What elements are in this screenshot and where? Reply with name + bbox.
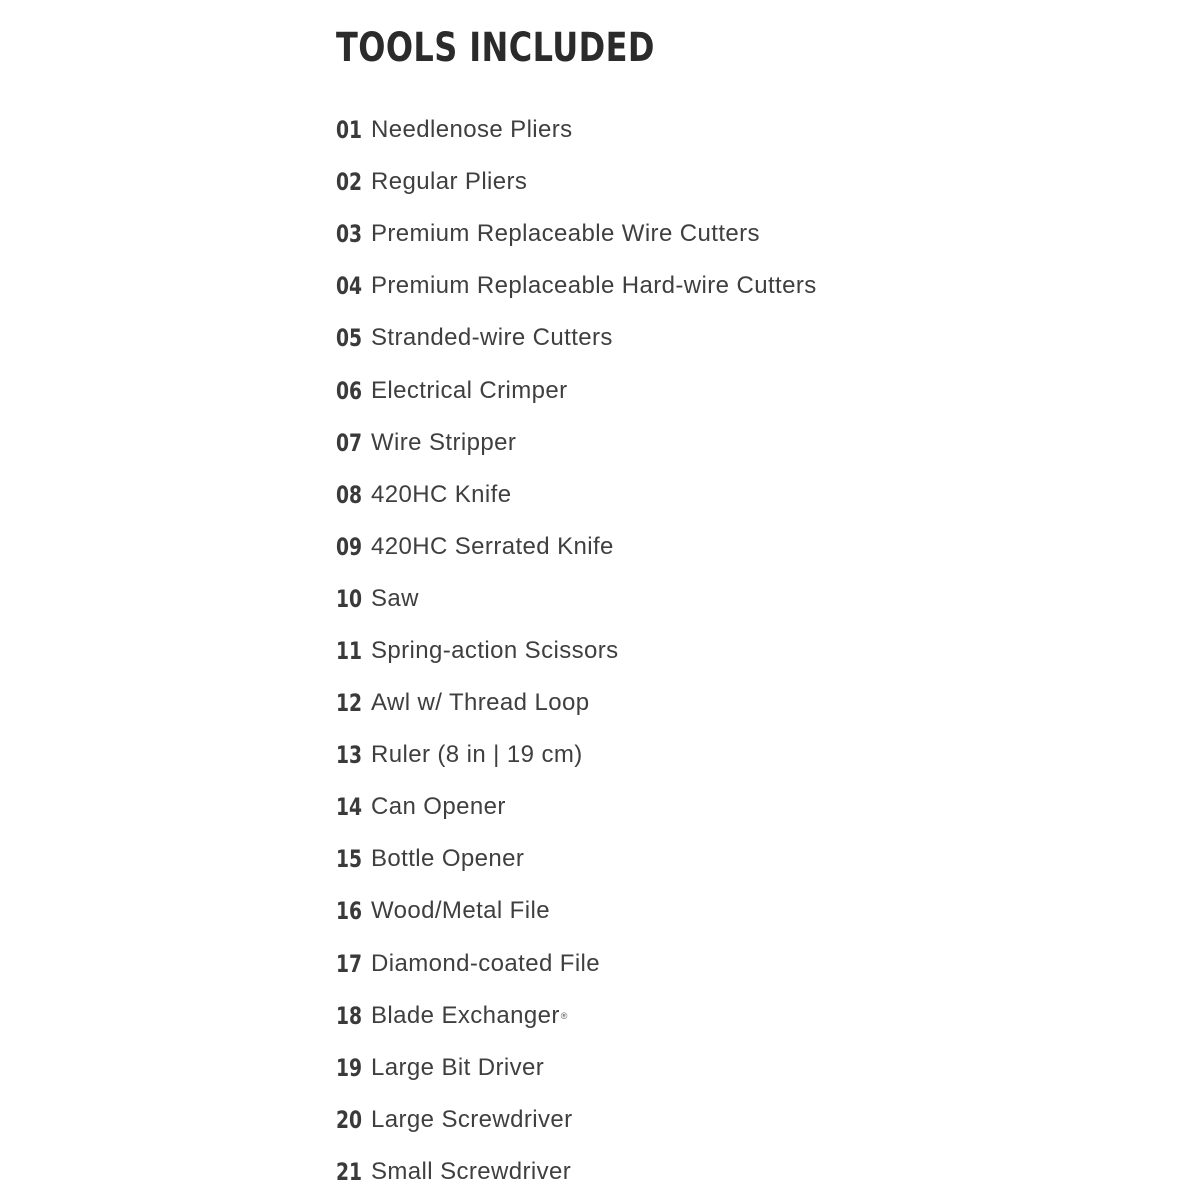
tool-name: Small Screwdriver xyxy=(371,1157,572,1185)
tool-number: 08 xyxy=(336,480,363,509)
tools-panel xyxy=(336,22,1156,1186)
list-item xyxy=(336,208,817,260)
tool-name: 420HC Knife xyxy=(371,480,512,508)
tool-number: 20 xyxy=(336,1105,363,1134)
tool-number: 02 xyxy=(336,168,363,197)
tool-number: 12 xyxy=(336,689,363,718)
tool-name: Wood/Metal File xyxy=(371,897,550,925)
tool-number: 21 xyxy=(336,1157,363,1186)
tool-name: Needlenose Pliers xyxy=(371,116,573,144)
list-item xyxy=(336,260,817,312)
tool-name: Regular Pliers xyxy=(371,168,528,196)
tool-number: 04 xyxy=(336,272,363,301)
list-item xyxy=(336,990,817,1042)
list-item xyxy=(336,781,817,833)
tool-name: Ruler (8 in | 19 cm) xyxy=(371,741,583,769)
list-item xyxy=(336,417,817,469)
list-item xyxy=(336,885,817,937)
list-item xyxy=(336,677,817,729)
tool-number: 01 xyxy=(336,116,363,145)
tool-number: 14 xyxy=(336,793,363,822)
list-item xyxy=(336,1146,817,1198)
tool-number: 18 xyxy=(336,1001,363,1030)
list-item xyxy=(336,1042,817,1094)
list-item xyxy=(336,364,817,416)
tool-name: Awl w/ Thread Loop xyxy=(371,689,590,717)
registered-mark: ® xyxy=(560,1010,568,1021)
tool-number: 13 xyxy=(336,741,363,770)
list-item xyxy=(336,625,817,677)
tool-name: Large Screwdriver xyxy=(371,1105,573,1133)
tool-number: 06 xyxy=(336,376,363,405)
tools-list xyxy=(336,104,817,1198)
list-item xyxy=(336,521,817,573)
tool-number: 16 xyxy=(336,897,363,926)
tool-number: 15 xyxy=(336,845,363,874)
list-item xyxy=(336,312,817,364)
tool-name: Spring-action Scissors xyxy=(371,636,619,664)
tool-number: 09 xyxy=(336,532,363,561)
tool-name: Can Opener xyxy=(371,793,506,821)
list-item xyxy=(336,573,817,625)
list-item xyxy=(336,729,817,781)
tool-number: 10 xyxy=(336,584,363,613)
tool-name: Large Bit Driver xyxy=(371,1053,545,1081)
tool-name: Premium Replaceable Wire Cutters xyxy=(371,220,760,248)
tool-name: Electrical Crimper xyxy=(371,376,568,404)
tool-name: Stranded-wire Cutters xyxy=(371,324,613,352)
tool-name: Saw xyxy=(371,584,419,612)
list-item xyxy=(336,938,817,990)
tool-number: 17 xyxy=(336,949,363,978)
list-item xyxy=(336,469,817,521)
tool-name: Premium Replaceable Hard-wire Cutters xyxy=(371,272,817,300)
tool-name: Diamond-coated File xyxy=(371,949,601,977)
list-item xyxy=(336,1094,817,1146)
list-item xyxy=(336,833,817,885)
tool-name: Blade Exchanger xyxy=(371,1001,560,1029)
tool-number: 05 xyxy=(336,324,363,353)
tool-name: Bottle Opener xyxy=(371,845,525,873)
tool-name: Wire Stripper xyxy=(371,428,517,456)
tool-number: 03 xyxy=(336,220,363,249)
tool-name: 420HC Serrated Knife xyxy=(371,532,614,560)
page-title: TOOLS INCLUDED xyxy=(336,25,655,71)
list-item xyxy=(336,104,817,156)
list-item xyxy=(336,156,817,208)
tool-number: 07 xyxy=(336,428,363,457)
tool-number: 11 xyxy=(336,636,363,665)
tool-number: 19 xyxy=(336,1053,363,1082)
